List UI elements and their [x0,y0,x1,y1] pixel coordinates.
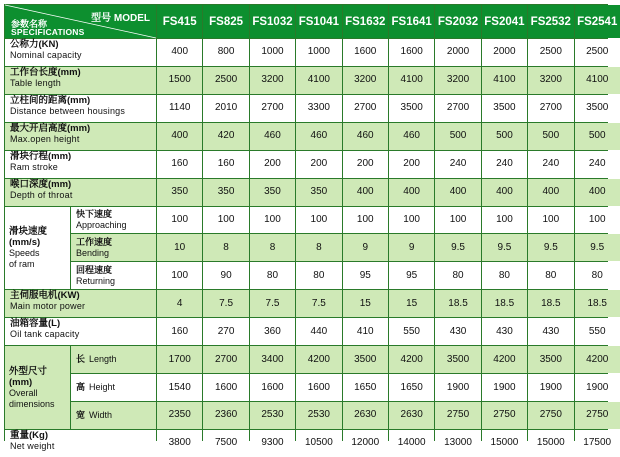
table-cell: 270 [203,318,248,345]
table-cell: 2010 [203,95,248,122]
dims-label-en: Overall [9,387,38,398]
table-cell: 400 [575,179,620,206]
table-cell: 90 [203,262,248,289]
sub-label-en: Approaching [76,219,127,230]
table-cell: 4100 [482,67,527,94]
table-cell: 350 [203,179,248,206]
table-cell: 100 [296,207,341,234]
row-label-zh: 重量(Kg) [10,429,48,441]
table-cell: 2700 [343,95,388,122]
table-cell: 160 [157,151,202,178]
table-cell: 3500 [528,346,573,373]
dims-sub-label [71,374,156,401]
table-cell: 460 [250,123,295,150]
table-cell: 2700 [250,95,295,122]
table-cell: 13000 [435,430,480,457]
table-cell: 80 [435,262,480,289]
table-cell: 2530 [250,402,295,429]
row-label [5,123,156,150]
dims-label-en2: dimensions [9,398,55,409]
row-label-zh: 喉口深度(mm) [10,178,72,190]
row-label [5,67,156,94]
sub-label-en: Height [89,382,116,393]
table-cell: 2500 [203,67,248,94]
table-cell: 100 [157,262,202,289]
table-cell: 550 [575,318,620,345]
table-cell: 2700 [528,95,573,122]
table-cell: 350 [296,179,341,206]
table-cell: 3200 [528,67,573,94]
table-cell: 2750 [482,402,527,429]
row-label-zh: 最大开启高度(mm) [10,122,91,134]
table-cell: 7.5 [250,290,295,317]
table-cell: 15000 [528,430,573,457]
table-cell: 3800 [157,430,202,457]
row-label-en: Table length [10,77,61,88]
dims-sub-label [71,346,156,373]
table-cell: 2500 [528,39,573,66]
table-cell: 8 [296,234,341,261]
speed-sub-label [71,262,156,289]
table-cell: 2500 [575,39,620,66]
table-cell: 2000 [482,39,527,66]
row-label-zh: 立柱间的距离(mm) [10,94,91,106]
row-label-zh: 滑块行程(mm) [10,150,72,162]
table-cell: 14000 [389,430,434,457]
table-cell: 360 [250,318,295,345]
table-cell: 420 [203,123,248,150]
table-cell: 3500 [389,95,434,122]
table-cell: 440 [296,318,341,345]
table-cell: 4100 [389,67,434,94]
model-header: FS2532 [528,5,573,38]
table-cell: 1600 [343,39,388,66]
table-cell: 460 [296,123,341,150]
table-cell: 400 [389,179,434,206]
table-cell: 160 [203,151,248,178]
table-cell: 100 [157,207,202,234]
table-cell: 410 [343,318,388,345]
dims-sub-label [71,402,156,429]
table-cell: 1600 [203,374,248,401]
table-cell: 10500 [296,430,341,457]
table-cell: 1900 [528,374,573,401]
table-cell: 80 [482,262,527,289]
model-header: FS415 [157,5,202,38]
dims-unit: (mm) [9,376,33,388]
table-cell: 430 [435,318,480,345]
table-cell: 3300 [296,95,341,122]
table-cell: 100 [528,207,573,234]
table-cell: 1600 [296,374,341,401]
table-cell: 100 [250,207,295,234]
table-cell: 3500 [575,95,620,122]
table-cell: 95 [389,262,434,289]
table-cell: 2530 [296,402,341,429]
model-header: FS1041 [296,5,341,38]
table-cell: 100 [343,207,388,234]
table-cell: 100 [435,207,480,234]
table-cell: 15000 [482,430,527,457]
table-cell: 17500 [575,430,620,457]
table-cell: 95 [343,262,388,289]
sub-label-zh: 快下速度 [76,209,113,220]
table-cell: 350 [157,179,202,206]
speed-sub-label [71,207,156,234]
row-label [5,95,156,122]
spec-table [4,4,618,451]
model-header: FS2541 [575,5,620,38]
table-cell: 80 [250,262,295,289]
table-cell: 2700 [435,95,480,122]
table-cell: 4200 [389,346,434,373]
table-cell: 9.5 [575,234,620,261]
table-cell: 2630 [343,402,388,429]
table-cell: 7500 [203,430,248,457]
table-cell: 4100 [296,67,341,94]
table-cell: 2360 [203,402,248,429]
table-cell: 1600 [250,374,295,401]
table-cell: 430 [528,318,573,345]
table-cell: 500 [575,123,620,150]
table-cell: 3400 [250,346,295,373]
row-label-en: Max.open height [10,133,80,144]
table-cell: 3200 [250,67,295,94]
row-label-zh: 工作台长度(mm) [10,66,81,78]
table-cell: 9 [389,234,434,261]
table-cell: 400 [435,179,480,206]
table-cell: 18.5 [482,290,527,317]
table-cell: 350 [250,179,295,206]
table-cell: 1140 [157,95,202,122]
speed-unit: (mm/s) [9,236,41,248]
table-cell: 1540 [157,374,202,401]
table-cell: 3500 [435,346,480,373]
table-cell: 9.5 [528,234,573,261]
table-cell: 15 [389,290,434,317]
sub-label-zh: 回程速度 [76,265,113,276]
table-cell: 1000 [250,39,295,66]
table-cell: 15 [343,290,388,317]
table-cell: 500 [482,123,527,150]
table-cell: 550 [389,318,434,345]
table-cell: 80 [575,262,620,289]
dims-label-zh: 外型尺寸 [9,365,48,377]
row-label-zh: 主伺服电机(KW) [10,290,80,302]
speed-label-zh: 滑块速度 [9,225,48,237]
table-cell: 18.5 [435,290,480,317]
table-cell: 400 [482,179,527,206]
table-cell: 160 [157,318,202,345]
table-cell: 8 [203,234,248,261]
row-label-en: Depth of throat [10,189,73,200]
table-cell: 2350 [157,402,202,429]
table-cell: 200 [250,151,295,178]
table-cell: 1700 [157,346,202,373]
table-cell: 460 [389,123,434,150]
table-cell: 4200 [575,346,620,373]
sub-label-zh: 宽 [76,410,86,421]
table-cell: 12000 [343,430,388,457]
row-label-en: Ram stroke [10,161,59,172]
table-cell: 400 [157,39,202,66]
table-cell: 460 [343,123,388,150]
sub-label-en: Length [89,354,117,365]
table-cell: 9.5 [435,234,480,261]
table-cell: 3500 [343,346,388,373]
table-cell: 9300 [250,430,295,457]
sub-label-en: Returning [76,275,116,286]
model-header: FS1641 [389,5,434,38]
table-cell: 1500 [157,67,202,94]
row-label-zh: 公称力(KN) [10,39,59,50]
speed-label-en2: of ram [9,258,35,269]
table-cell: 100 [389,207,434,234]
row-label [5,290,156,317]
table-cell: 240 [528,151,573,178]
table-cell: 3200 [343,67,388,94]
row-label-en: Distance between housings [10,105,126,116]
model-header: FS825 [203,5,248,38]
table-cell: 4200 [482,346,527,373]
row-label-zh: 油箱容量(L) [10,318,61,330]
table-cell: 9.5 [482,234,527,261]
speed-label-en: Speeds [9,247,40,258]
table-cell: 1650 [389,374,434,401]
table-cell: 2000 [435,39,480,66]
table-cell: 100 [203,207,248,234]
table-corner-header [5,5,156,38]
table-cell: 430 [482,318,527,345]
table-cell: 1900 [575,374,620,401]
table-cell: 240 [575,151,620,178]
table-cell: 1900 [435,374,480,401]
table-cell: 80 [296,262,341,289]
table-cell: 10 [157,234,202,261]
row-label [5,39,156,66]
table-cell: 8 [250,234,295,261]
table-cell: 9 [343,234,388,261]
speed-group-label [5,207,70,290]
row-label [5,151,156,178]
table-cell: 100 [482,207,527,234]
table-cell: 200 [296,151,341,178]
table-cell: 4 [157,290,202,317]
table-cell: 240 [435,151,480,178]
sub-label-en: Bending [76,247,110,258]
table-cell: 18.5 [575,290,620,317]
table-cell: 800 [203,39,248,66]
table-cell: 100 [575,207,620,234]
table-cell: 240 [482,151,527,178]
row-label [5,179,156,206]
table-cell: 4100 [575,67,620,94]
model-header: FS1032 [250,5,295,38]
model-header: FS2032 [435,5,480,38]
table-cell: 7.5 [296,290,341,317]
table-cell: 3500 [482,95,527,122]
table-cell: 3200 [435,67,480,94]
table-cell: 7.5 [203,290,248,317]
table-cell: 1900 [482,374,527,401]
spec-label-en: SPECIFICATIONS [11,27,85,37]
model-label: 型号 MODEL [91,13,150,24]
row-label-en: Oil tank capacity [10,329,80,340]
table-cell: 200 [389,151,434,178]
sub-label-zh: 工作速度 [76,237,113,248]
dims-group-label [5,346,70,429]
table-cell: 2630 [389,402,434,429]
spec-label-zh: 参数名称 [11,19,48,29]
table-cell: 200 [343,151,388,178]
model-header: FS2041 [482,5,527,38]
table-cell: 2750 [528,402,573,429]
table-cell: 2750 [575,402,620,429]
model-header: FS1632 [343,5,388,38]
table-cell: 400 [343,179,388,206]
table-cell: 500 [528,123,573,150]
speed-sub-label [71,234,156,261]
row-label-en: Nominal capacity [10,50,82,60]
sub-label-en: Width [89,410,113,421]
table-cell: 400 [157,123,202,150]
table-cell: 4200 [296,346,341,373]
table-cell: 2700 [203,346,248,373]
table-cell: 400 [528,179,573,206]
sub-label-zh: 长 [76,354,86,365]
table-cell: 1000 [296,39,341,66]
table-cell: 2750 [435,402,480,429]
row-label [5,318,156,345]
row-label-en: Main motor power [10,301,86,312]
row-label-en: Net weight [10,440,55,451]
sub-label-zh: 高 [76,382,86,393]
row-label-weight [5,430,156,457]
table-cell: 1600 [389,39,434,66]
table-cell: 1650 [343,374,388,401]
table-cell: 18.5 [528,290,573,317]
table-cell: 80 [528,262,573,289]
table-cell: 500 [435,123,480,150]
